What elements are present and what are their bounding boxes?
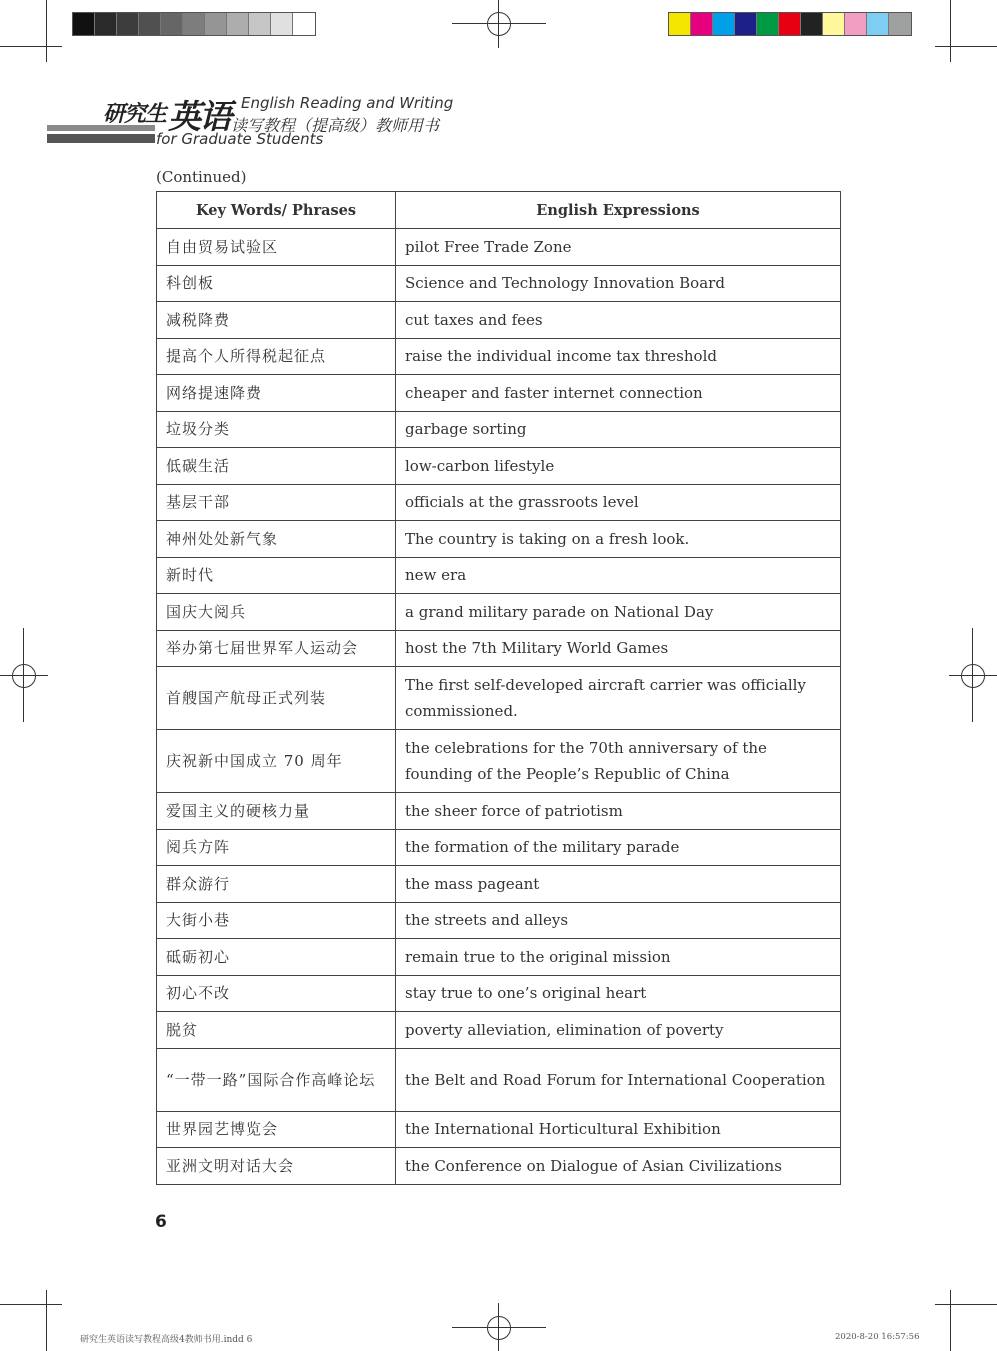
color-swatch bbox=[867, 13, 889, 35]
color-swatch bbox=[139, 13, 161, 35]
crop-mark bbox=[935, 46, 997, 47]
key-phrase-cell: 举办第七届世界军人运动会 bbox=[157, 630, 396, 667]
english-expression-cell: the Conference on Dialogue of Asian Civilizations bbox=[396, 1148, 841, 1185]
color-swatch bbox=[735, 13, 757, 35]
crop-mark bbox=[46, 1290, 47, 1351]
english-expression-cell: the mass pageant bbox=[396, 866, 841, 903]
table-row bbox=[157, 302, 841, 339]
key-phrase-cell: 提高个人所得税起征点 bbox=[157, 338, 396, 375]
table-row bbox=[157, 229, 841, 266]
key-phrase-cell: 低碳生活 bbox=[157, 448, 396, 485]
table-row bbox=[157, 793, 841, 830]
color-swatch bbox=[293, 13, 315, 35]
color-swatch bbox=[117, 13, 139, 35]
color-swatch bbox=[183, 13, 205, 35]
continued-label: (Continued) bbox=[156, 168, 247, 186]
key-phrase-cell: 世界园艺博览会 bbox=[157, 1111, 396, 1148]
key-phrase-cell: 神州处处新气象 bbox=[157, 521, 396, 558]
header-stripe bbox=[47, 134, 155, 143]
table-row bbox=[157, 1012, 841, 1049]
color-swatch bbox=[889, 13, 911, 35]
english-expression-cell: poverty alleviation, elimination of poverty bbox=[396, 1012, 841, 1049]
english-expression-cell: the International Horticultural Exhibition bbox=[396, 1111, 841, 1148]
english-expression-cell: the streets and alleys bbox=[396, 902, 841, 939]
english-expression-cell: low-carbon lifestyle bbox=[396, 448, 841, 485]
key-phrase-cell: “一带一路”国际合作高峰论坛 bbox=[157, 1048, 396, 1111]
table-row bbox=[157, 1048, 841, 1111]
color-swatch bbox=[271, 13, 293, 35]
crop-mark bbox=[46, 0, 47, 62]
key-phrase-cell: 科创板 bbox=[157, 265, 396, 302]
header-brand-cn-large: 英语 bbox=[168, 97, 230, 136]
grayscale-color-bar bbox=[72, 12, 316, 36]
english-expression-cell: remain true to the original mission bbox=[396, 939, 841, 976]
table-row bbox=[157, 521, 841, 558]
key-phrase-cell: 减税降费 bbox=[157, 302, 396, 339]
process-color-bar bbox=[668, 12, 912, 36]
key-phrase-cell: 脱贫 bbox=[157, 1012, 396, 1049]
table-row bbox=[157, 630, 841, 667]
key-phrase-cell: 砥砺初心 bbox=[157, 939, 396, 976]
table-row bbox=[157, 975, 841, 1012]
key-phrase-cell: 大街小巷 bbox=[157, 902, 396, 939]
english-expression-cell: pilot Free Trade Zone bbox=[396, 229, 841, 266]
english-expression-cell: the Belt and Road Forum for International Cooperation bbox=[396, 1048, 841, 1111]
key-phrase-cell: 垃圾分类 bbox=[157, 411, 396, 448]
table-row bbox=[157, 829, 841, 866]
english-expression-cell: cut taxes and fees bbox=[396, 302, 841, 339]
key-phrase-cell: 阅兵方阵 bbox=[157, 829, 396, 866]
english-expression-cell: raise the individual income tax threshold bbox=[396, 338, 841, 375]
english-expression-cell: stay true to one’s original heart bbox=[396, 975, 841, 1012]
key-phrase-cell: 爱国主义的硬核力量 bbox=[157, 793, 396, 830]
color-swatch bbox=[669, 13, 691, 35]
crop-mark bbox=[0, 1304, 62, 1305]
crop-mark bbox=[935, 1304, 997, 1305]
color-swatch bbox=[823, 13, 845, 35]
color-swatch bbox=[757, 13, 779, 35]
english-expression-cell: the sheer force of patriotism bbox=[396, 793, 841, 830]
color-swatch bbox=[779, 13, 801, 35]
color-swatch bbox=[73, 13, 95, 35]
color-swatch bbox=[249, 13, 271, 35]
crop-mark bbox=[950, 0, 951, 62]
table-row bbox=[157, 866, 841, 903]
key-phrase-cell: 新时代 bbox=[157, 557, 396, 594]
color-swatch bbox=[161, 13, 183, 35]
english-expression-cell: officials at the grassroots level bbox=[396, 484, 841, 521]
english-expression-cell: The first self-developed aircraft carrier was officially commissioned. bbox=[396, 667, 841, 730]
english-expression-cell: garbage sorting bbox=[396, 411, 841, 448]
table-header-row bbox=[157, 192, 841, 229]
key-phrase-cell: 亚洲文明对话大会 bbox=[157, 1148, 396, 1185]
crop-mark bbox=[950, 1290, 951, 1351]
crop-mark bbox=[0, 46, 62, 47]
header-title-cn: 读写教程（提高级）教师用书 bbox=[231, 116, 440, 135]
color-swatch bbox=[227, 13, 249, 35]
vocabulary-table bbox=[156, 191, 841, 1185]
table-row bbox=[157, 375, 841, 412]
table-row bbox=[157, 411, 841, 448]
key-phrase-cell: 国庆大阅兵 bbox=[157, 594, 396, 631]
header-title-en: English Reading and Writing bbox=[241, 94, 454, 112]
footer-filename: 研究生英语读写教程高级4教师书用.indd 6 bbox=[80, 1335, 253, 1345]
english-expression-cell: The country is taking on a fresh look. bbox=[396, 521, 841, 558]
table-row bbox=[157, 265, 841, 302]
table-row bbox=[157, 594, 841, 631]
english-expression-cell: Science and Technology Innovation Board bbox=[396, 265, 841, 302]
color-swatch bbox=[801, 13, 823, 35]
color-swatch bbox=[713, 13, 735, 35]
color-swatch bbox=[95, 13, 117, 35]
key-phrase-cell: 自由贸易试验区 bbox=[157, 229, 396, 266]
color-swatch bbox=[845, 13, 867, 35]
table-row bbox=[157, 1148, 841, 1185]
english-expression-cell: the celebrations for the 70th anniversary of the founding of the People’s Republic of China bbox=[396, 730, 841, 793]
key-phrase-cell: 网络提速降费 bbox=[157, 375, 396, 412]
english-expression-cell: host the 7th Military World Games bbox=[396, 630, 841, 667]
table-row bbox=[157, 1111, 841, 1148]
header-subtitle-en: for Graduate Students bbox=[156, 130, 324, 148]
english-expression-cell: a grand military parade on National Day bbox=[396, 594, 841, 631]
key-phrase-cell: 庆祝新中国成立 70 周年 bbox=[157, 730, 396, 793]
english-expression-cell: new era bbox=[396, 557, 841, 594]
key-phrase-cell: 基层干部 bbox=[157, 484, 396, 521]
table-row bbox=[157, 448, 841, 485]
header-brand-cn: 研究生 bbox=[103, 102, 167, 127]
table-row bbox=[157, 338, 841, 375]
footer-timestamp: 2020-8-20 16:57:56 bbox=[835, 1332, 920, 1342]
key-phrase-cell: 首艘国产航母正式列装 bbox=[157, 667, 396, 730]
key-phrase-cell: 群众游行 bbox=[157, 866, 396, 903]
english-expression-cell: cheaper and faster internet connection bbox=[396, 375, 841, 412]
table-row bbox=[157, 730, 841, 793]
page-number: 6 bbox=[155, 1212, 167, 1232]
table-row bbox=[157, 557, 841, 594]
color-swatch bbox=[691, 13, 713, 35]
table-row bbox=[157, 667, 841, 730]
column-header: English Expressions bbox=[396, 192, 841, 229]
table-row bbox=[157, 484, 841, 521]
table-row bbox=[157, 902, 841, 939]
color-swatch bbox=[205, 13, 227, 35]
key-phrase-cell: 初心不改 bbox=[157, 975, 396, 1012]
english-expression-cell: the formation of the military parade bbox=[396, 829, 841, 866]
column-header: Key Words/ Phrases bbox=[157, 192, 396, 229]
table-row bbox=[157, 939, 841, 976]
